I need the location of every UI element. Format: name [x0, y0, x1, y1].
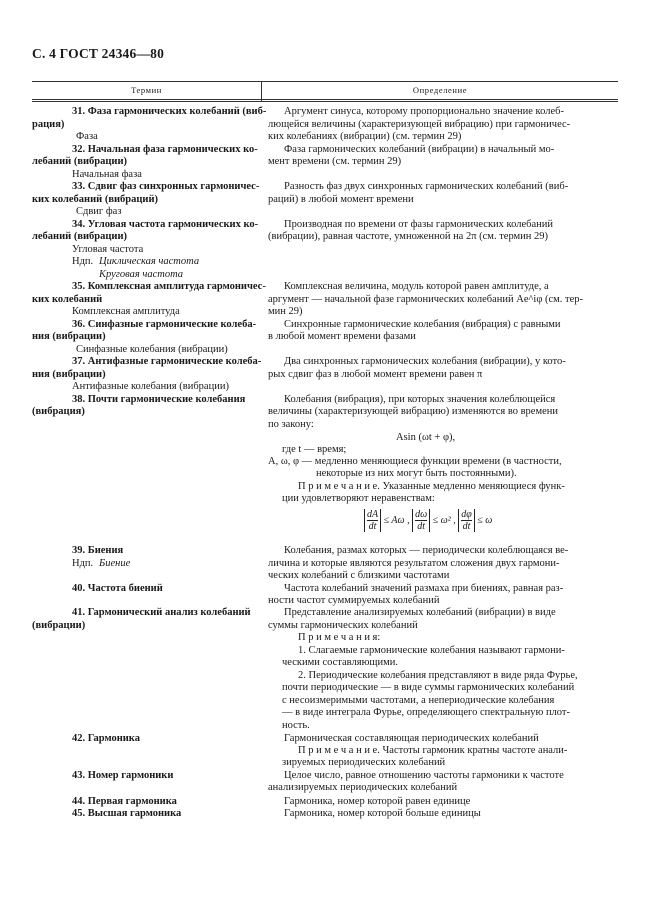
definition-line: по закону:	[268, 419, 314, 430]
definition-line: некоторые из них могут быть постоянными).	[316, 468, 517, 479]
note-line: зируемых периодических колебаний	[282, 757, 446, 768]
table-header-rule-double	[32, 101, 618, 102]
note-line: ции удовлетворяют неравенствам:	[282, 493, 435, 504]
deprecated-term: Круговая частота	[99, 269, 184, 280]
formula-numerator: dA	[367, 509, 379, 520]
term-line: 39. Биения	[72, 545, 124, 556]
definition-line: Колебания, размах которых — периодически колеблющаяся ве-	[284, 545, 569, 556]
definition-line: лющейся величины (характеризующей вибрацию) при гармоничес-	[268, 119, 571, 130]
term-line: ких колебаний (вибраций)	[32, 194, 159, 205]
term-synonym: Антифазные колебания (вибрации)	[72, 381, 229, 392]
term-line: ния (вибрации)	[32, 369, 106, 380]
term-line: 32. Начальная фаза гармонических ко-	[72, 144, 258, 155]
column-header-definition: Определение	[412, 85, 468, 95]
term-line: 31. Фаза гармонических колебаний (виб-	[72, 106, 267, 117]
formula-rhs: ≤ ω² ,	[432, 514, 456, 526]
definition-line: Синхронные гармонические колебания (вибрация) с равными	[284, 319, 561, 330]
term-line: 33. Сдвиг фаз синхронных гармоничес-	[72, 181, 260, 192]
definition-line: суммы гармонических колебаний	[268, 620, 418, 631]
definition-line: Два синхронных гармонических колебания (вибрации), у кото-	[284, 356, 566, 367]
definition-line: рых сдвиг фаз в любой момент времени равен π	[268, 369, 483, 380]
note-line: ность.	[282, 720, 310, 731]
definition-line: Производная по времени от фазы гармонических колебаний	[284, 219, 553, 230]
formula-rhs: ≤ Aω ,	[383, 514, 410, 526]
definition-line: где t — время;	[282, 444, 347, 455]
term-line: 45. Высшая гармоника	[72, 808, 182, 819]
definition-line: Гармоника, номер которой больше единицы	[284, 808, 481, 819]
definition-line: Целое число, равное отношению частоты гармоники к частоте	[284, 770, 564, 781]
term-line: ния (вибрации)	[32, 331, 106, 342]
term-synonym: Фаза	[76, 131, 98, 142]
definition-line: Гармоническая составляющая периодических колебаний	[284, 733, 539, 744]
formula-rhs: ≤ ω	[477, 514, 493, 526]
note-line: — в виде интеграла Фурье, определяющего спектральную плот-	[282, 707, 570, 718]
term-line: (вибрация)	[32, 406, 85, 417]
formula-numerator: dω	[415, 509, 428, 520]
note-line: 2. Периодические колебания представляют в виде ряда Фурье,	[298, 670, 578, 681]
term-line: 43. Номер гармоники	[72, 770, 174, 781]
term-line: рация)	[32, 119, 65, 130]
term-line: 42. Гармоника	[72, 733, 140, 744]
term-line: лебаний (вибрации)	[32, 156, 128, 167]
term-line: (вибрации)	[32, 620, 86, 631]
term-line: 44. Первая гармоника	[72, 796, 177, 807]
formula-line: Asin (ωt + φ),	[396, 432, 456, 443]
table-header-rule	[32, 99, 618, 100]
definition-line: Комплексная величина, модуль которой равен амплитуде, а	[284, 281, 549, 292]
definition-line: Гармоника, номер которой равен единице	[284, 796, 471, 807]
term-line: 35. Комплексная амплитуда гармоничес-	[72, 281, 266, 292]
formula-denominator: dt	[462, 521, 471, 532]
formula-numerator: dφ	[461, 509, 472, 520]
definition-line: ности частот суммируемых колебаний	[268, 595, 440, 606]
term-line: 38. Почти гармонические колебания	[72, 394, 246, 405]
column-header-term: Термин	[131, 85, 162, 95]
deprecated-term: Циклическая частота	[99, 256, 200, 267]
definition-line: мент времени (см. термин 29)	[268, 156, 402, 167]
note-line: 1. Слагаемые гармонические колебания называют гармони-	[298, 645, 565, 656]
definition-line: в любой момент времени фазами	[268, 331, 416, 342]
definition-line: (вибрации), равная частоте, умноженной на 2π (см. термин 29)	[268, 231, 549, 242]
term-synonym: Синфазные колебания (вибрации)	[76, 344, 228, 355]
term-line: 37. Антифазные гармонические колеба-	[72, 356, 262, 367]
definition-line: ких колебаниях (вибрации) (см. термин 29)	[268, 131, 462, 142]
deprecated-term: Биение	[99, 558, 131, 569]
note-line: с несоизмеримыми частотами, а непериодические колебания	[282, 695, 555, 706]
page-header: С. 4 ГОСТ 24346—80	[32, 46, 165, 61]
term-synonym: Угловая частота	[72, 244, 144, 255]
definition-line: аргумент — начальной фазе гармонических колебаний Ae^iφ (см. тер-	[268, 294, 584, 305]
definition-line: раций) в любой момент времени	[268, 194, 414, 205]
definition-line: анализируемых периодических колебаний	[268, 782, 458, 793]
definition-line: Разность фаз двух синхронных гармонических колебаний (виб-	[284, 181, 569, 192]
definition-line: Частота колебаний значений размаха при биениях, равная раз-	[284, 583, 564, 594]
definition-line: Представление анализируемых колебаний (вибрации) в виде	[284, 607, 556, 618]
definition-line: A, ω, φ — медленно меняющиеся функции времени (в частности,	[268, 456, 562, 467]
definition-line: величины (характеризующей вибрацию) изменяются во времени	[268, 406, 559, 417]
deprecated-label: Ндп.	[72, 558, 94, 569]
note-line: почти периодические — в виде суммы гармонических колебаний	[282, 682, 575, 693]
definition-line: Фаза гармонических колебаний (вибрации) в начальный мо-	[284, 144, 555, 155]
term-line: ких колебаний	[32, 294, 103, 305]
definition-line: мин 29)	[268, 306, 303, 317]
note-line: П р и м е ч а н и е. Частоты гармоник кратны частоте анали-	[298, 745, 568, 756]
term-line: 36. Синфазные гармонические колеба-	[72, 319, 257, 330]
definition-line: личина и которые являются результатом сложения двух гармони-	[268, 558, 560, 569]
inequality-formula	[364, 509, 492, 532]
term-line: лебаний (вибрации)	[32, 231, 128, 242]
note-line: П р и м е ч а н и я:	[298, 632, 381, 643]
definition-line: Аргумент синуса, которому пропорционально значение колеб-	[284, 106, 564, 117]
term-synonym: Сдвиг фаз	[76, 206, 122, 217]
table-top-rule	[32, 81, 618, 82]
term-synonym: Начальная фаза	[72, 169, 142, 180]
term-line: 41. Гармонический анализ колебаний	[72, 607, 251, 618]
note-line: П р и м е ч а н и е. Указанные медленно меняющиеся функ-	[298, 481, 565, 492]
formula-denominator: dt	[417, 521, 426, 532]
note-line: ческими составляющими.	[282, 657, 399, 668]
definition-line: ческих колебаний с близкими частотами	[268, 570, 450, 581]
deprecated-label: Ндп.	[72, 256, 94, 267]
term-synonym: Комплексная амплитуда	[72, 306, 180, 317]
term-line: 40. Частота биений	[72, 583, 163, 594]
term-line: 34. Угловая частота гармонических ко-	[72, 219, 259, 230]
formula-denominator: dt	[368, 521, 377, 532]
definition-line: Колебания (вибрация), при которых значения колеблющейся	[284, 394, 556, 405]
